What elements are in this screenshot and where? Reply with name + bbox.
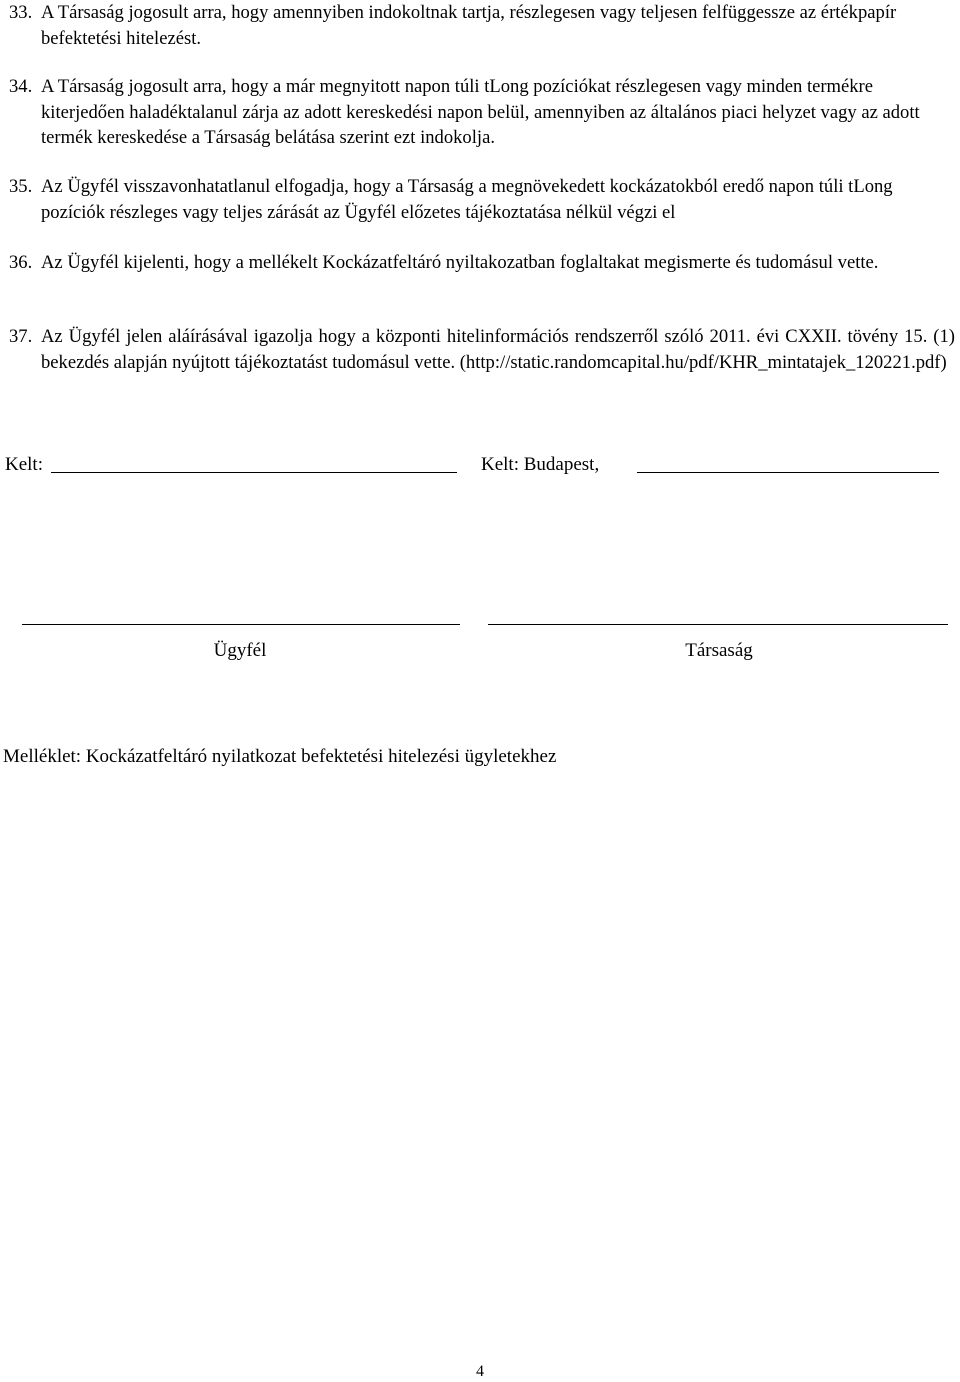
page-number: 4 xyxy=(476,1363,484,1380)
clause-text: Az Ügyfél kijelenti, hogy a mellékelt Kockázatfeltáró nyiltakozatban foglaltakat megismerte és tudomásul vette. xyxy=(41,252,879,273)
clause-number: 33. xyxy=(9,2,33,23)
clause-35 xyxy=(9,174,955,225)
date-line-right xyxy=(637,472,939,473)
signature-line-company xyxy=(488,624,948,625)
clause-text: A Társaság jogosult arra, hogy amennyiben indokoltnak tartja, részlegesen vagy teljesen felfüggessze az értékpapír befektetési hitelezést. xyxy=(41,2,897,49)
clause-37 xyxy=(9,324,955,375)
clause-number: 35. xyxy=(9,176,33,197)
date-label-left: Kelt: xyxy=(5,454,43,475)
attachment-note: Melléklet: Kockázatfeltáró nyilatkozat befektetési hitelezési ügyletekhez xyxy=(3,746,557,767)
clause-33 xyxy=(9,0,955,51)
clause-number: 37. xyxy=(9,326,33,347)
clause-text: Az Ügyfél visszavonhatatlanul elfogadja, hogy a Társaság a megnövekedett kockázatokból eredő napon túli tLong pozíciók részleges vagy teljes zárását az Ügyfél előzetes tájékoztatása nélkül végzi el xyxy=(41,176,893,223)
clause-number: 34. xyxy=(9,76,33,97)
date-line-left xyxy=(51,472,457,473)
signature-line-client xyxy=(22,624,460,625)
clause-number: 36. xyxy=(9,252,33,273)
clause-text: A Társaság jogosult arra, hogy a már megnyitott napon túli tLong pozíciókat részlegesen vagy minden termékre kiterjedően haladéktalanul zárja az adott kereskedési napon belül, amennyiben az általános piaci helyzet vagy az adott termék kereskedése a Társaság belátása szerint ezt indokolja. xyxy=(41,76,920,148)
signature-label-company: Társaság xyxy=(685,640,753,661)
clause-34 xyxy=(9,74,955,151)
signature-label-client: Ügyfél xyxy=(213,640,267,661)
clause-36 xyxy=(9,250,955,276)
clause-text: Az Ügyfél jelen aláírásával igazolja hogy a központi hitelinformációs rendszerről szóló 2011. évi CXXII. tövény 15. (1) bekezdés alapján nyújtott tájékoztatást tudomásul vette. (http://static.randomcapital.hu/pdf/KHR_mintatajek_120221.pdf) xyxy=(41,326,955,373)
date-label-right: Kelt: Budapest, xyxy=(481,454,600,475)
